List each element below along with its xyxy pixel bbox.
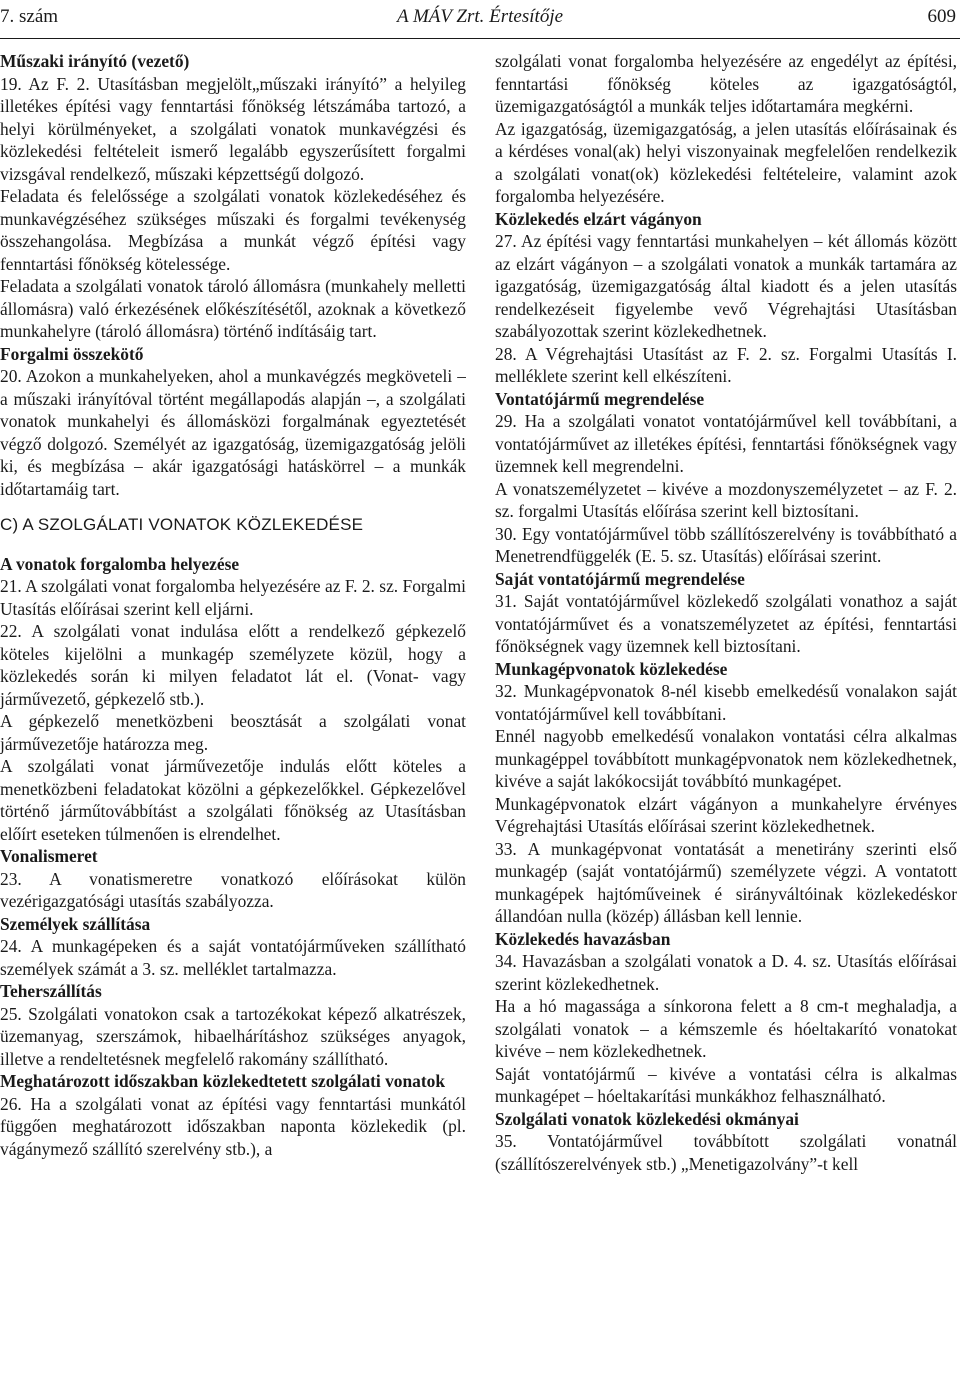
paragraph: 19. Az F. 2. Utasításban megjelölt„műszaki irányító” a helyileg illetékes építési vagy fenntartási főnökség létszámába tartozó, a helyi körülményeket, a szolgálati vonatok munkavégzési és közlekedési feltételeit ismerő legalább egyszerűsített forgalmi vizsgával rendelkező, műszaki képzettségű dolgozó.	[0, 73, 466, 184]
paragraph: 34. Havazásban a szolgálati vonatok a D. 4. sz. Utasítás előírásai szerint közlekedhetnek.	[495, 951, 957, 994]
paragraph: Ennél nagyobb emelkedésű vonalakon vontatási célra alkalmas munkagéppel továbbított munkagépvonatok nem közlekedhetnek, kivéve a saját lakókocsiját továbbító munkagépet.	[495, 726, 957, 791]
section-heading: Vontatójármű megrendelése	[495, 388, 705, 409]
paragraph: 32. Munkagépvonatok 8-nél kisebb emelkedésű vonalakon saját vontatójárművel kell továbbítani.	[495, 681, 957, 724]
paragraph: 23. A vonatismeretre vonatkozó előírásokat külön vezérigazgatósági utasítás szabályozza.	[0, 868, 466, 911]
section-heading: Teherszállítás	[0, 981, 102, 1001]
paragraph: A szolgálati vonat járművezetője indulás előtt köteles a menetközbeni feladatokat közölni a gépkezelőkkel. Gépkezelővel történő járműtovábbítást a szolgálati főnökség az Utasításban előírt eseteken túlmenően is elrendelhet.	[0, 756, 466, 844]
page-number: 609	[927, 6, 956, 27]
paragraph: 28. A Végrehajtási Utasítást az F. 2. sz. Forgalmi Utasítás I. melléklete szerint kell elkészíteni.	[495, 343, 957, 386]
paragraph: 35. Vontatójárművel továbbított szolgálati vonatnál (szállítószerelvények stb.) „Menetigazolvány”-t kell	[495, 1131, 957, 1174]
paragraph: 20. Azokon a munkahelyeken, ahol a munkavégzés megköveteli – a műszaki irányítóval történt megállapodás alapján –, a szolgálati vonatok munkahelyi és állomásközi forgalmának egyeztetését végző dolgozó. Személyét az igazgatóság, üzemigazgatóság jelöli ki, és megbízása – akár igazgatósági hatáskörrel – a munkák időtartamáig tart.	[0, 366, 466, 499]
section-heading: Saját vontatójármű megrendelése	[495, 568, 745, 589]
paragraph: Munkagépvonatok elzárt vágányon a munkahelyre érvényes Végrehajtási Utasítás előírásai szerint közlekedhetnek.	[495, 793, 957, 836]
paragraph: 21. A szolgálati vonat forgalomba helyezésére az F. 2. sz. Forgalmi Utasítás előírásai szerint kell eljárni.	[0, 576, 466, 619]
journal-title: A MÁV Zrt. Értesítője	[396, 6, 564, 27]
section-heading: Meghatározott időszakban közlekedtetett szolgálati vonatok	[0, 1071, 446, 1091]
paragraph: 26. Ha a szolgálati vonat az építési vagy fenntartási munkától függően meghatározott időszakban naponta közlekedik (pl. vágánymező szállító szerelvény stb.), a	[0, 1093, 466, 1159]
paragraph: 29. Ha a szolgálati vonatot vontatójárművel kell továbbítani, a vontatójárművet az illetékes építési, fenntartási főnökségnek vagy üzemnek kell megrendelni.	[495, 411, 957, 476]
running-header	[0, 0, 960, 39]
paragraph: 31. Saját vontatójárművel közlekedő szolgálati vonathoz a saját vontatójárművet és a vonatszemélyzetet az építési, fenntartási főnökségnek vagy üzemnek kell biztosítani.	[495, 591, 957, 656]
section-heading: Műszaki irányító (vezető)	[0, 51, 190, 71]
section-title: C) A SZOLGÁLATI VONATOK KÖZLEKEDÉSE	[0, 515, 364, 534]
section-heading: Munkagépvonatok közlekedése	[495, 658, 728, 679]
paragraph: Feladata a szolgálati vonatok tároló állomásra (munkahely melletti állomásra) való érkezésének előkészítésétől, azoknak a következő munkahelyre (tároló állomásra) történő indításáig tart.	[0, 276, 466, 341]
paragraph: A vonatszemélyzetet – kivéve a mozdonyszemélyzetet – az F. 2. sz. forgalmi Utasítás előírása szerint kell biztosítani.	[495, 478, 957, 521]
section-heading: Szolgálati vonatok közlekedési okmányai	[495, 1108, 799, 1129]
paragraph: 22. A szolgálati vonat indulása előtt a rendelkező gépkezelő köteles kijelölni a munkagép személyzete közül, hogy a közlekedés során ki milyen feladatot lát el. (Vonat- vagy járművezető, gépkezelő stb.).	[0, 621, 466, 709]
section-heading: Közlekedés havazásban	[495, 928, 671, 949]
section-heading: A vonatok forgalomba helyezése	[0, 553, 240, 574]
paragraph: 25. Szolgálati vonatokon csak a tartozékokat képező alkatrészek, üzemanyag, szerszámok, hibaelhárításhoz szükséges anyagok, illetve a rendeltetésnek megfelelő rakomány szállítható.	[0, 1003, 466, 1069]
issue-number: 7. szám	[0, 6, 59, 27]
section-heading: Vonalismeret	[0, 846, 98, 866]
paragraph: 27. Az építési vagy fenntartási munkahelyen – két állomás között az elzárt vágányon – a szolgálati vonatok a munkák tartamára az igazgatóság, üzemigazgatóság által kiadott és a jelen utasítás rendelkezéseit figyelembe vevő Végrehajtási Utasításban szabályozottak szerint közlekedhetnek.	[495, 231, 957, 341]
paragraph: szolgálati vonat forgalomba helyezésére az engedélyt az építési, fenntartási főnökség köteles az igazgatóságtól, üzemigazgatóságtól a munkák teljes időtartamára megkérni.	[495, 51, 957, 116]
paragraph: Saját vontatójármű – kivéve a vontatási célra is alkalmas munkagépet – hóeltakarítási munkákhoz felhasználható.	[495, 1063, 957, 1106]
paragraph: 30. Egy vontatójárművel több szállítószerelvény is továbbítható a Menetrendfüggelék (E. 5. sz. Utasítás) előírásai szerint.	[495, 523, 957, 566]
section-heading: Közlekedés elzárt vágányon	[495, 208, 702, 229]
paragraph: A gépkezelő menetközbeni beosztását a szolgálati vonat járművezetője határozza meg.	[0, 711, 466, 754]
section-heading: Forgalmi összekötő	[0, 343, 144, 364]
left-text-column	[0, 50, 466, 1380]
paragraph: Ha a hó magassága a sínkorona felett a 8 cm-t meghaladja, a szolgálati vonatok – a kémszemle és hóeltakarító vonatokat kivéve – nem közlekedhetnek.	[495, 996, 957, 1061]
paragraph: 33. A munkagépvonat vontatását a menetirány szerinti első munkagép (saját vontatójármű) személyzete végzi. A vontatott munkagépek hajtóműveinek é sirányváltóinak közlekedéskor állandóan nulla (közép) állásban kell lennie.	[495, 838, 957, 926]
paragraph: Feladata és felelőssége a szolgálati vonatok közlekedéséhez és munkavégzéséhez szükséges műszaki és forgalmi tevékenység összehangolása. Megbízása a munkát végző építési vagy fenntartási főnökség kötelessége.	[0, 186, 466, 274]
section-heading: Személyek szállítása	[0, 913, 151, 934]
paragraph: 24. A munkagépeken és a saját vontatójárműveken szállítható személyek számát a 3. sz. melléklet tartalmazza.	[0, 936, 466, 979]
paragraph: Az igazgatóság, üzemigazgatóság, a jelen utasítás előírásainak és a kérdéses vonal(ak) helyi viszonyainak megfelelően rendelkezik a szolgálati vonat(ok) közlekedési feltételeire, valamint azok forgalomba helyezésére.	[495, 118, 957, 206]
right-text-column	[495, 50, 957, 1380]
